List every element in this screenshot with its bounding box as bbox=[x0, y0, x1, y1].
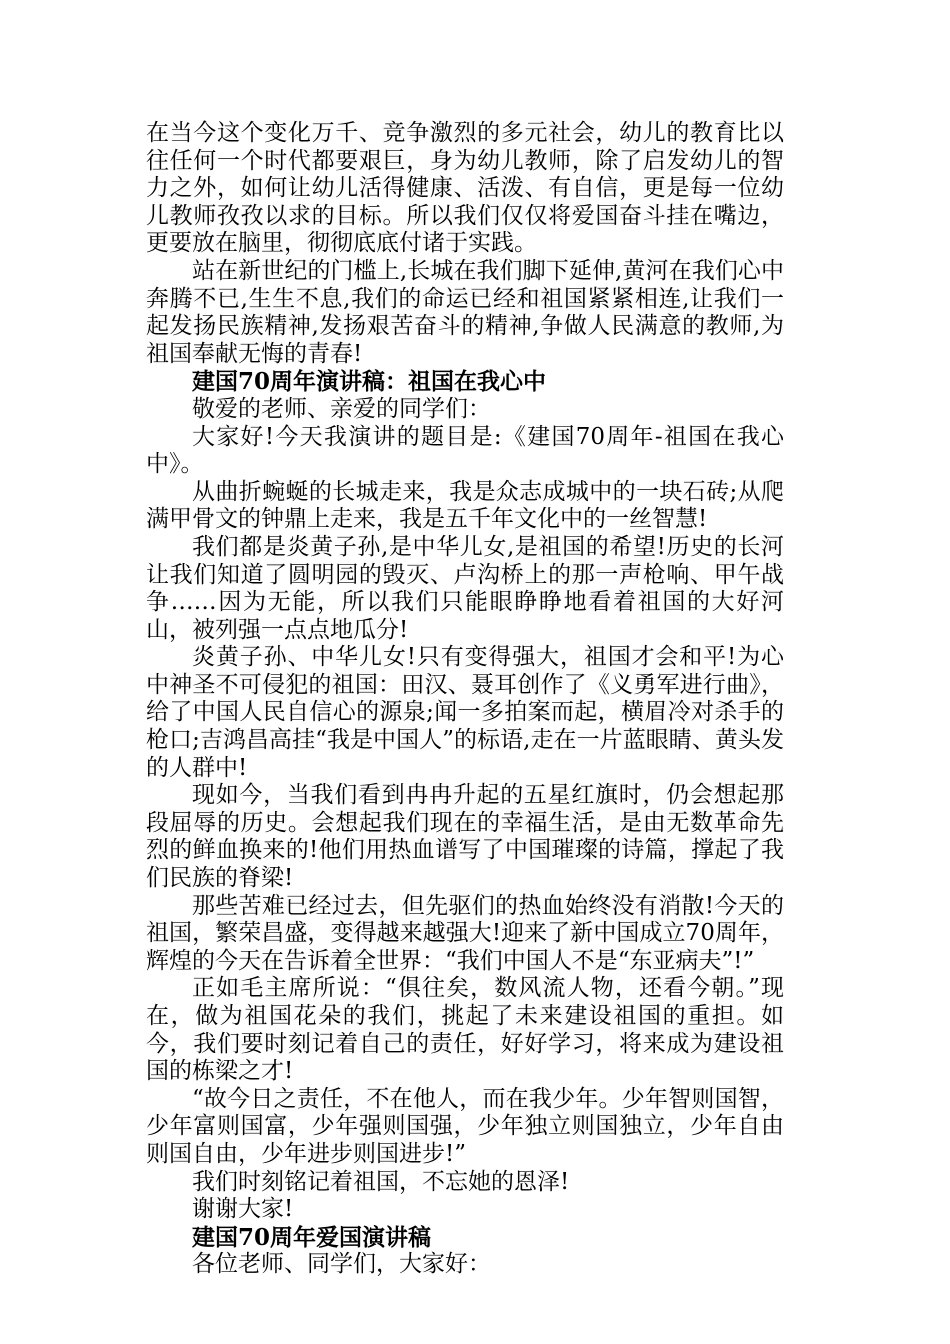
document-page bbox=[146, 120, 784, 1279]
paragraph-7: 现如今，当我们看到冉冉升起的五星红旗时，仍会想起那段屈辱的历史。会想起我们现在的幸福生活，是由无数革命先烈的鲜血换来的!他们用热血谱写了中国璀璨的诗篇，撑起了我们民族的脊梁! bbox=[146, 782, 784, 892]
paragraph-11: 我们时刻铭记着祖国，不忘她的恩泽! bbox=[192, 1168, 570, 1195]
salutation-1: 敬爱的老师、亲爱的同学们： bbox=[192, 395, 491, 422]
paragraph-12: 谢谢大家! bbox=[192, 1196, 294, 1223]
salutation-2: 各位老师、同学们，大家好： bbox=[192, 1251, 491, 1278]
paragraph-5: 我们都是炎黄子孙,是中华儿女,是祖国的希望!历史的长河让我们知道了圆明园的毁灭、卢沟桥上的那一声枪响、甲午战争……因为无能，所以我们只能眼睁睁地看着祖国的大好河山，被列强一点点地瓜分! bbox=[146, 533, 784, 643]
paragraph-3: 大家好!今天我演讲的题目是:《建国70周年-祖国在我心中》。 bbox=[146, 423, 784, 478]
paragraph-2: 站在新世纪的门槛上,长城在我们脚下延伸,黄河在我们心中奔腾不已,生生不息,我们的命运已经和祖国紧紧相连,让我们一起发扬民族精神,发扬艰苦奋斗的精神,争做人民满意的教师,为祖国奉献无悔的青春! bbox=[146, 257, 784, 367]
section-heading-1: 建国70周年演讲稿：祖国在我心中 bbox=[192, 368, 547, 396]
paragraph-1: 在当今这个变化万千、竞争激烈的多元社会，幼儿的教育比以往任何一个时代都要艰巨，身为幼儿教师，除了启发幼儿的智力之外，如何让幼儿活得健康、活泼、有自信，更是每一位幼儿教师孜孜以求的目标。所以我们仅仅将爱国奋斗挂在嘴边，更要放在脑里，彻彻底底付诸于实践。 bbox=[146, 120, 784, 257]
paragraph-8: 那些苦难已经过去，但先驱们的热血始终没有消散!今天的祖国，繁荣昌盛，变得越来越强大!迎来了新中国成立70周年，辉煌的今天在告诉着全世界：“我们中国人不是“东亚病夫”!” bbox=[146, 892, 784, 974]
paragraph-10: “故今日之责任，不在他人，而在我少年。少年智则国智，少年富则国富，少年强则国强，少年独立则国独立，少年自由则国自由，少年进步则国进步!” bbox=[146, 1085, 784, 1167]
paragraph-9: 正如毛主席所说：“俱往矣，数风流人物，还看今朝。”现在，做为祖国花朵的我们，挑起了未来建设祖国的重担。如今，我们要时刻记着自己的责任，好好学习，将来成为建设祖国的栋梁之才! bbox=[146, 975, 784, 1085]
paragraph-6: 炎黄子孙、中华儿女!只有变得强大，祖国才会和平!为心中神圣不可侵犯的祖国：田汉、聂耳创作了《义勇军进行曲》，给了中国人民自信心的源泉;闻一多拍案而起，横眉冷对杀手的枪口;吉鸿昌高挂“我是中国人”的标语,走在一片蓝眼睛、黄头发的人群中! bbox=[146, 644, 784, 781]
section-heading-2: 建国70周年爱国演讲稿 bbox=[192, 1223, 432, 1251]
paragraph-4: 从曲折蜿蜒的长城走来，我是众志成城中的一块石砖;从爬满甲骨文的钟鼎上走来，我是五千年文化中的一丝智慧! bbox=[146, 478, 784, 533]
